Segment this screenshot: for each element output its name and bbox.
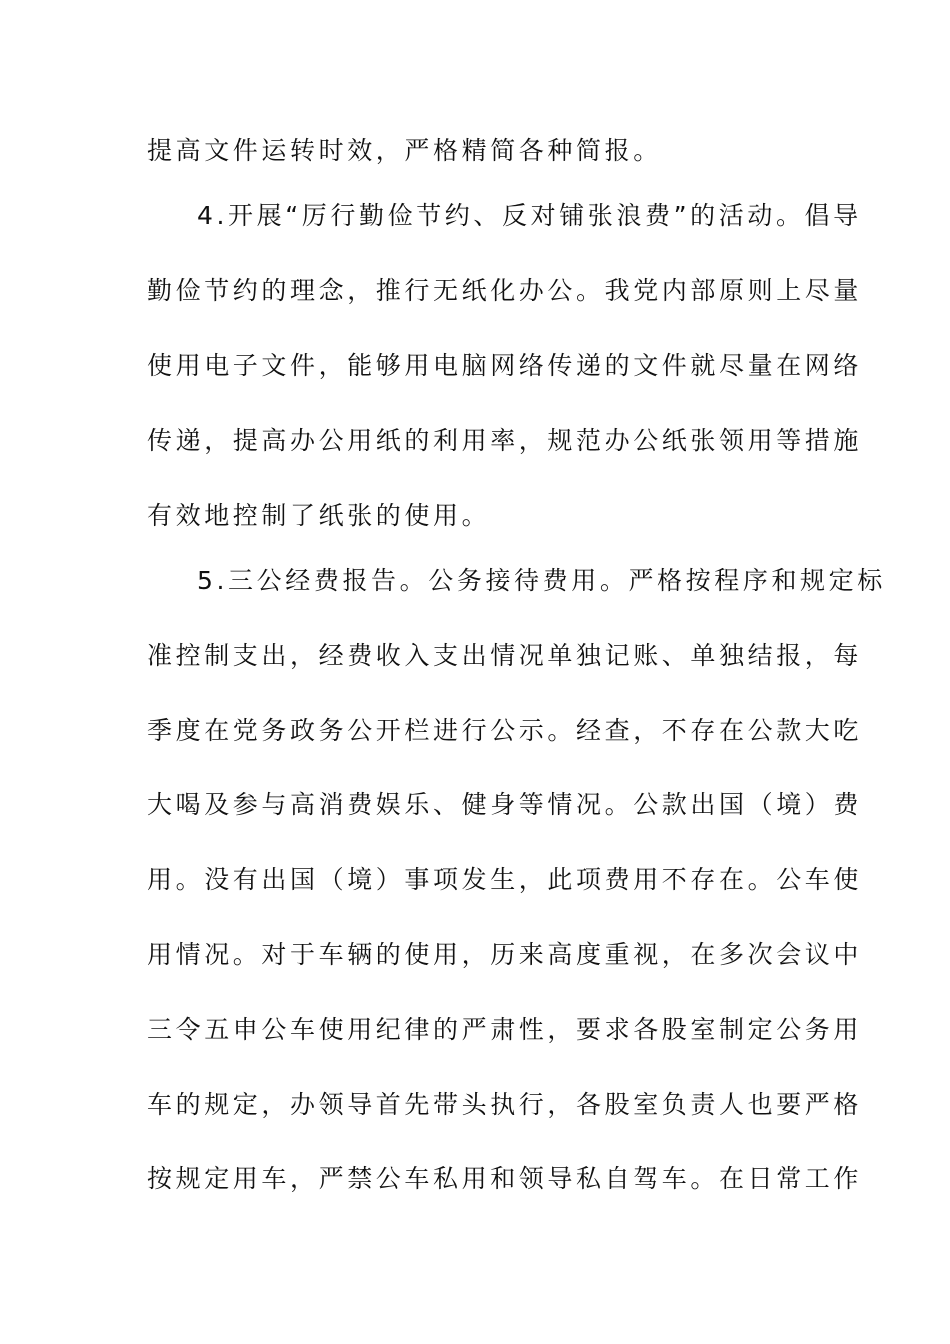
text-line: 用。没有出国（境）事项发生，此项费用不存在。公车使 bbox=[147, 865, 863, 894]
text-line: 车的规定，办领导首先带头执行，各股室负责人也要严格 bbox=[147, 1090, 863, 1119]
text-line: 按规定用车，严禁公车私用和领导私自驾车。在日常工作 bbox=[147, 1164, 863, 1193]
text-line: 准控制支出，经费收入支出情况单独记账、单独结报，每 bbox=[147, 641, 863, 670]
text-line: 传递，提高办公用纸的利用率，规范办公纸张领用等措施 bbox=[147, 426, 863, 455]
text-line: 有效地控制了纸张的使用。 bbox=[147, 501, 491, 530]
text-line: 大喝及参与高消费娱乐、健身等情况。公款出国（境）费 bbox=[147, 790, 863, 819]
text-line: 使用电子文件，能够用电脑网络传递的文件就尽量在网络 bbox=[147, 351, 863, 380]
paragraph-5-start: 5.三公经费报告。公务接待费用。严格按程序和规定标 bbox=[197, 566, 886, 595]
text-line: 季度在党务政务公开栏进行公示。经查，不存在公款大吃 bbox=[147, 716, 863, 745]
text-line: 三令五申公车使用纪律的严肃性，要求各股室制定公务用 bbox=[147, 1015, 863, 1044]
text-line: 提高文件运转时效，严格精简各种简报。 bbox=[147, 136, 662, 165]
text-line: 用情况。对于车辆的使用，历来高度重视，在多次会议中 bbox=[147, 940, 863, 969]
paragraph-4-start: 4.开展“厉行勤俭节约、反对铺张浪费”的活动。倡导 bbox=[197, 201, 862, 230]
text-line: 勤俭节约的理念，推行无纸化办公。我党内部原则上尽量 bbox=[147, 276, 863, 305]
